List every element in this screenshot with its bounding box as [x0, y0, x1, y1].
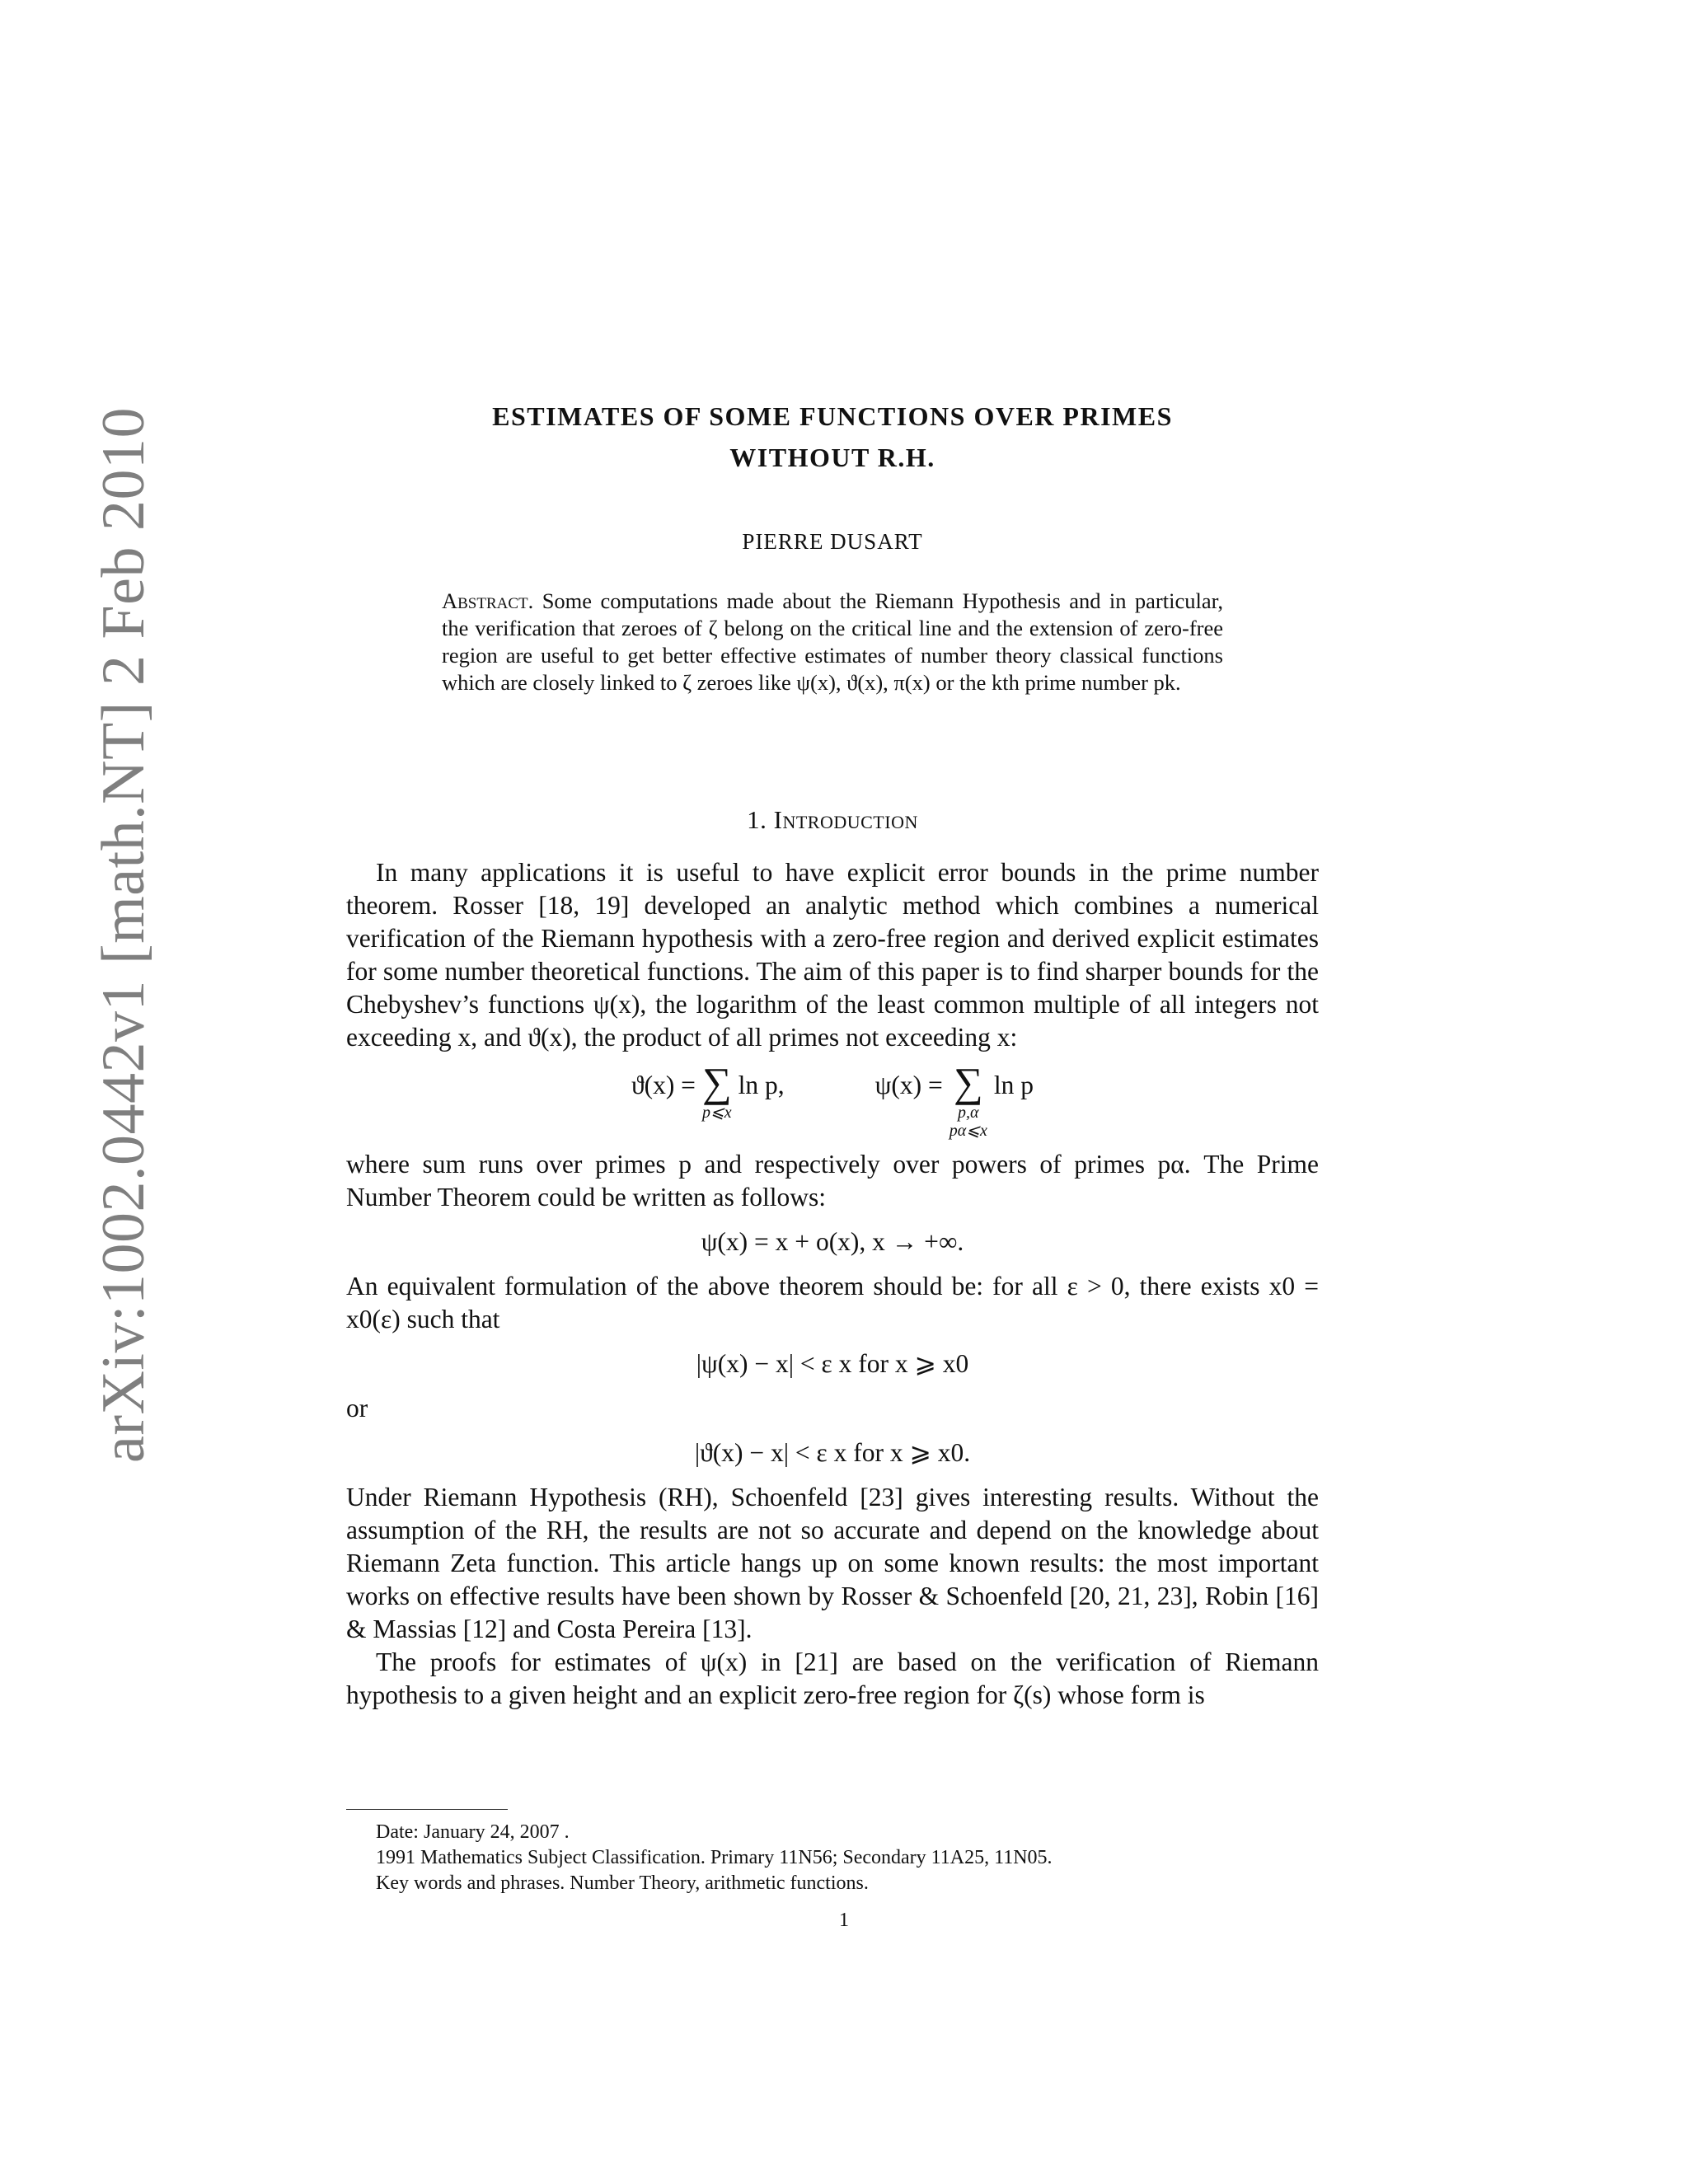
footnotes	[346, 1809, 1319, 1896]
paper-title	[346, 396, 1319, 478]
theta-rhs: ln p,	[738, 1071, 785, 1099]
paper-page	[346, 396, 1319, 1712]
paragraph-or: or	[346, 1394, 368, 1422]
paragraph-2: where sum runs over primes p and respectively over powers of primes pα. The Prime Number Theorem could be written as follows:	[346, 1150, 1319, 1212]
abstract-text: Some computations made about the Riemann Hypothesis and in particular, the verification that zeroes of ζ belong on the critical line and the extension of zero-free region are useful to get better effective estimates of number theory classical functions which are closely linked to ζ zeroes like ψ(x), ϑ(x), π(x) or the kth prime number pk.	[442, 588, 1224, 695]
psi-lhs: ψ(x) =	[874, 1071, 943, 1099]
footnote-date: Date: January 24, 2007 .	[376, 1821, 570, 1843]
footnote-msc: 1991 Mathematics Subject Classification. Primary 11N56; Secondary 11A25, 11N05.	[376, 1847, 1053, 1868]
title-line-1: ESTIMATES OF SOME FUNCTIONS OVER PRIMES	[492, 401, 1173, 431]
author: PIERRE DUSART	[742, 529, 923, 554]
footnote-keywords: Key words and phrases. Number Theory, arithmetic functions.	[376, 1872, 869, 1894]
equation-theta-bound: |ϑ(x) − x| < ε x for x ⩾ x0.	[694, 1438, 971, 1467]
equation-sums	[346, 1061, 1319, 1140]
theta-definition	[631, 1061, 785, 1122]
paragraph-3: An equivalent formulation of the above theorem should be: for all ε > 0, there exists x0 = x0(ε) such that	[346, 1272, 1319, 1333]
sum-symbol-theta: ∑ p⩽x	[701, 1059, 732, 1122]
abstract-label: Abstract.	[442, 588, 534, 613]
psi-sum-index-1: p,α	[958, 1104, 979, 1122]
arxiv-sidebar	[0, 0, 157, 2184]
psi-rhs: ln p	[993, 1071, 1034, 1099]
psi-sum-index-2: pα⩽x	[949, 1122, 987, 1140]
paragraph-4: Under Riemann Hypothesis (RH), Schoenfeld [23] gives interesting results. Without the assumption of the RH, the results are not so accurate and depend on the knowledge about Riemann Zeta function. This article hangs up on some known results: the most important works on effective results have been shown by Rosser & Schoenfeld [20, 21, 23], Robin [16] & Massias [12] and Costa Pereira [13].	[346, 1483, 1319, 1643]
equation-psi-bound: |ψ(x) − x| < ε x for x ⩾ x0	[696, 1349, 969, 1378]
title-line-2: WITHOUT R.H.	[729, 443, 935, 472]
theta-lhs: ϑ(x) =	[631, 1071, 696, 1099]
arxiv-stamp: arXiv:1002.0442v1 [math.NT] 2 Feb 2010	[90, 407, 157, 1463]
paragraph-1: In many applications it is useful to have explicit error bounds in the prime number theorem. Rosser [18, 19] developed an analytic method which combines a numerical verification of the Riemann hypothesis with a zero-free region and derived explicit estimates for some number theoretical functions. The aim of this paper is to find sharper bounds for the Chebyshev’s functions ψ(x), the logarithm of the least common multiple of all integers not exceeding x, and ϑ(x), the product of all primes not exceeding x:	[346, 858, 1319, 1052]
abstract	[442, 588, 1223, 696]
footnote-rule	[346, 1809, 508, 1810]
page-number: 1	[839, 1910, 849, 1931]
theta-sum-index: p⩽x	[701, 1104, 732, 1122]
sum-symbol-psi: ∑ p,α pα⩽x	[949, 1059, 987, 1140]
equation-pnt: ψ(x) = x + o(x), x → +∞.	[701, 1227, 964, 1256]
section-title: 1. Introduction	[747, 805, 918, 834]
paragraph-5: The proofs for estimates of ψ(x) in [21] are based on the verification of Riemann hypothesis to a given height and an explicit zero-free region for ζ(s) whose form is	[346, 1647, 1319, 1709]
psi-definition	[875, 1061, 1034, 1140]
body-text	[346, 856, 1319, 1712]
